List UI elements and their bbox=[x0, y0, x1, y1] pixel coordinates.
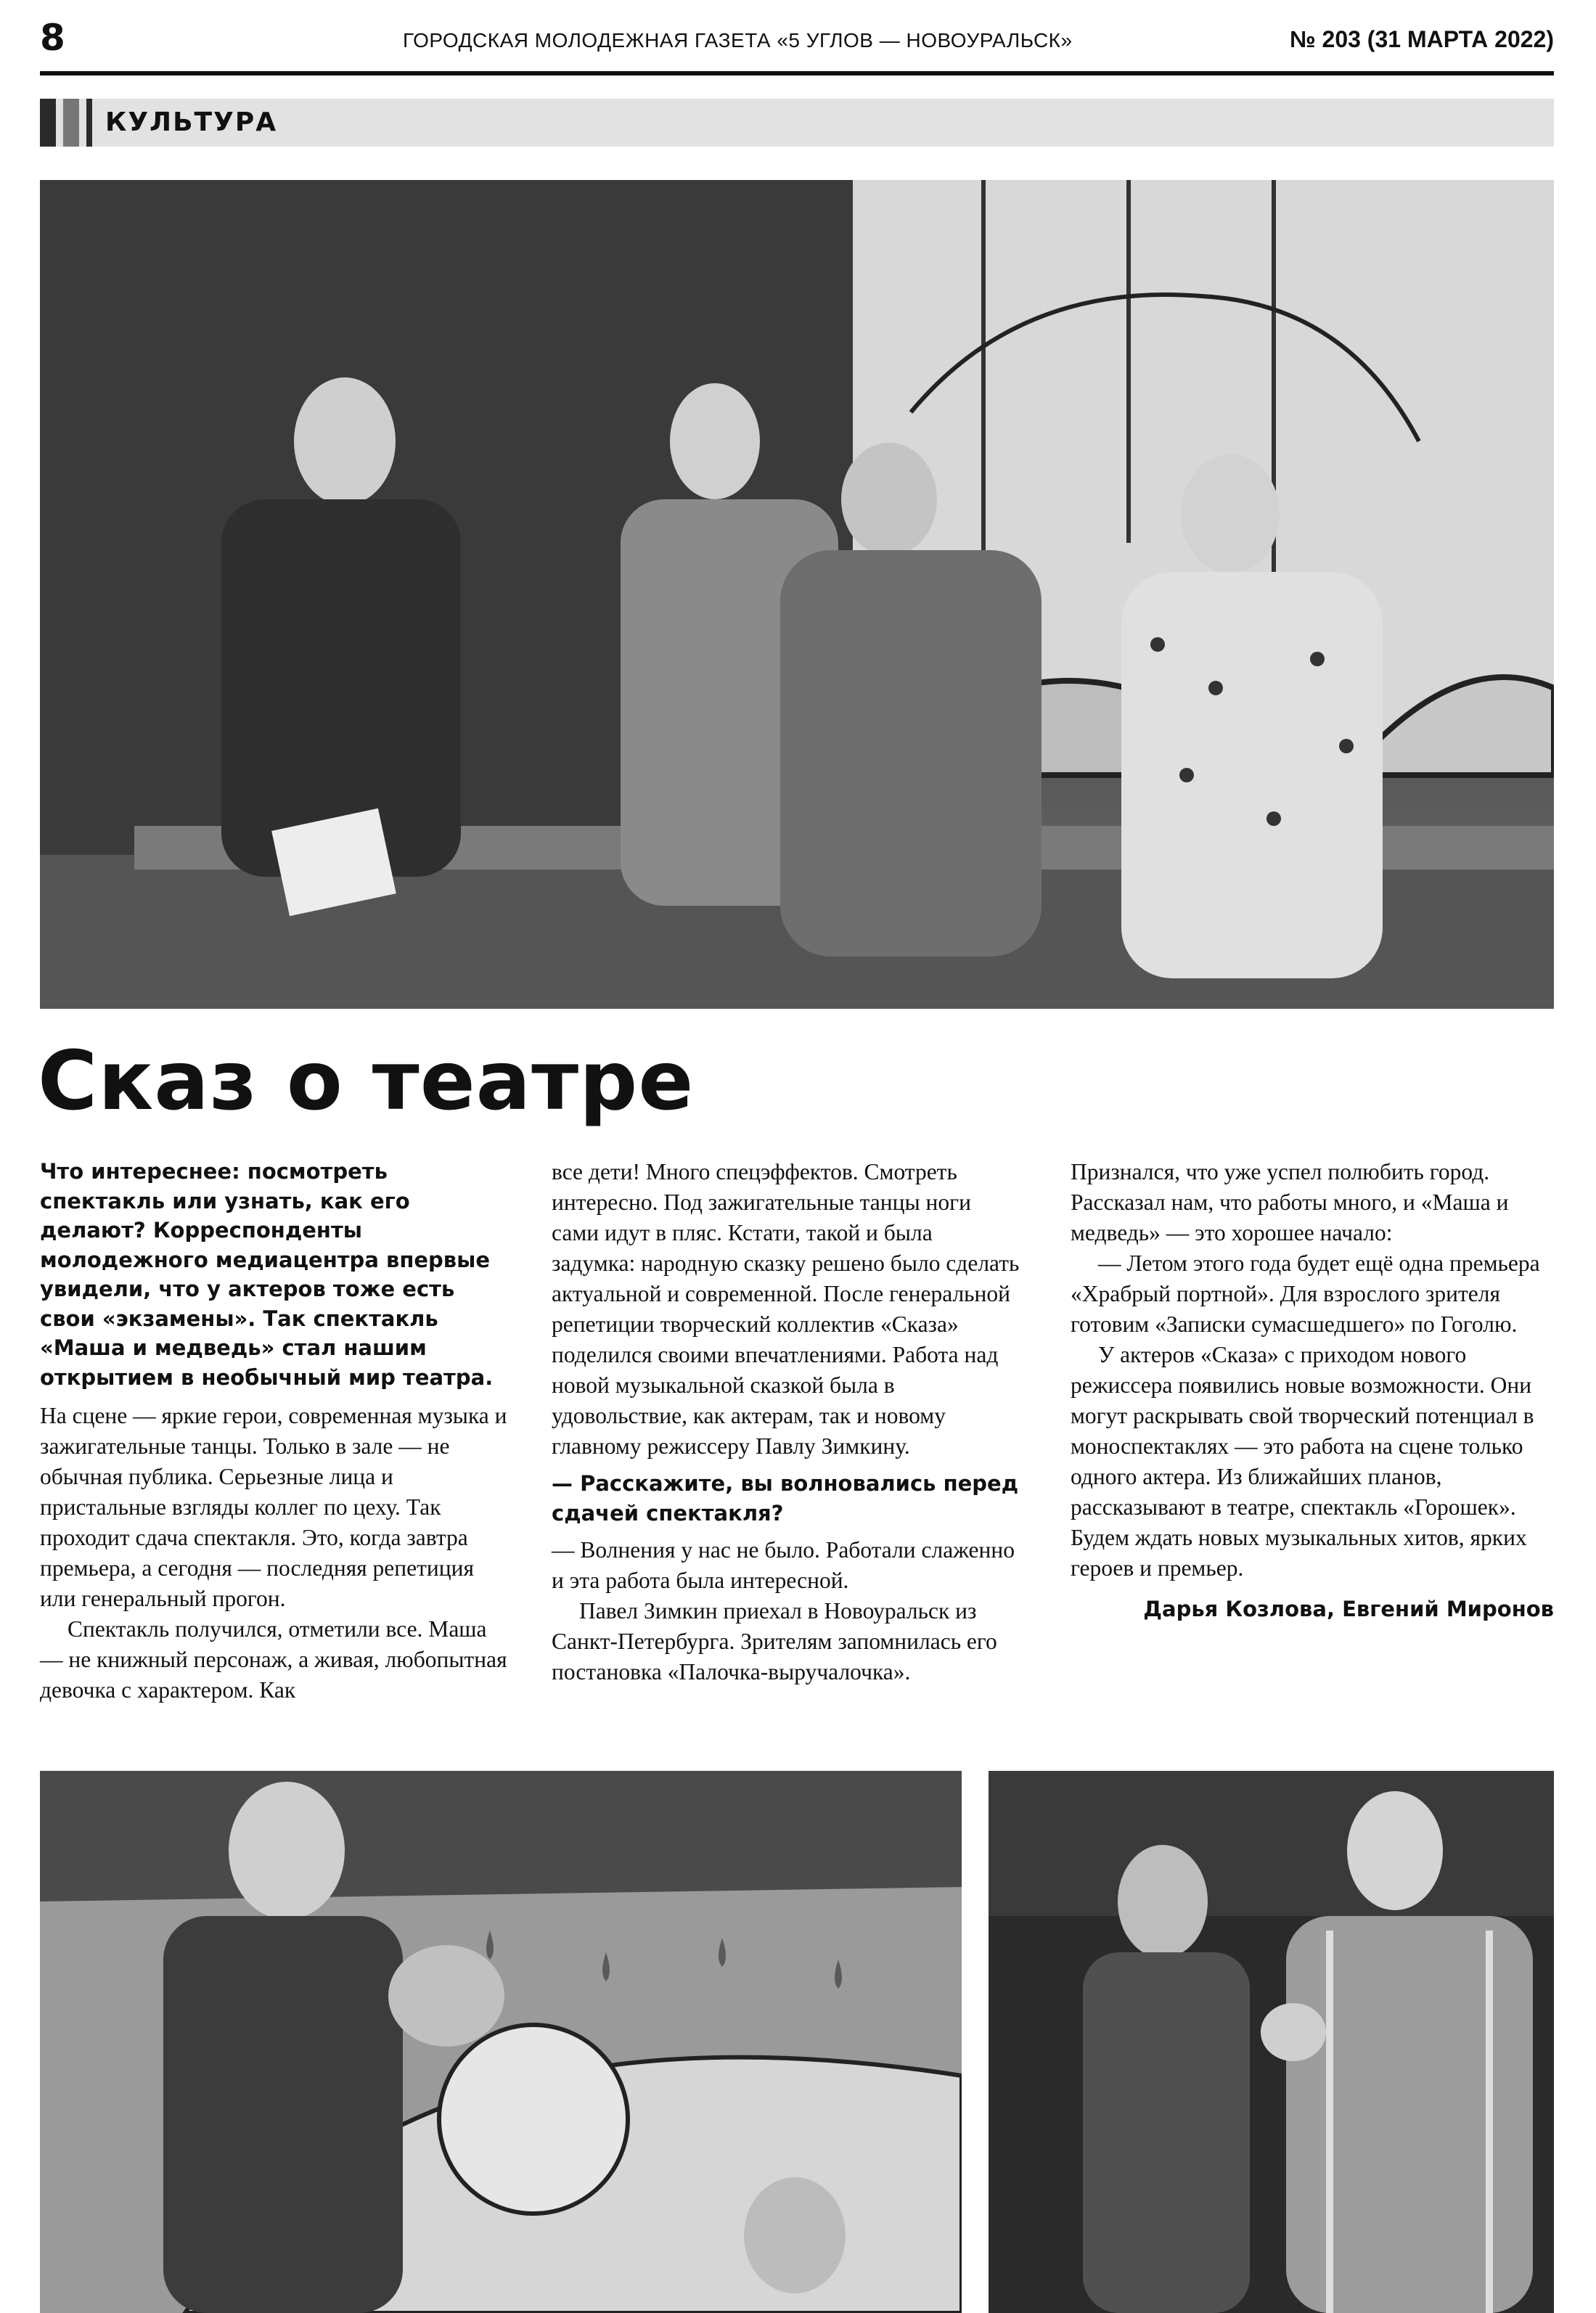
interview-question: — Расскажите, вы волновались перед сдачей спектакля? bbox=[552, 1471, 1019, 1526]
article-column-1 bbox=[40, 1157, 508, 1706]
paragraph: На сцене — яркие герои, современная музыка и зажигательные танцы. Только в зале — не обычная публика. Серьезные лица и пристальные взгляды коллег по цеху. Так проходит сдача спектакля. Это, когда завтра премьера, а сегодня — последняя репетиция или генеральный прогон. bbox=[40, 1403, 507, 1611]
rubric-mark bbox=[63, 99, 79, 147]
section-rubric-bar bbox=[40, 99, 1554, 147]
page-number: 8 bbox=[40, 17, 65, 59]
bottom-left-photo bbox=[40, 1771, 962, 2313]
paragraph: все дети! Много спецэффектов. Смотреть интересно. Под зажигательные танцы ноги сами идут в пляс. Кстати, такой и была задумка: народную сказку решено было сделать актуальной и современной. После генеральной репетиции творческий коллектив «Сказа» поделился своими впечатлениями. Работа над новой музыкальной сказкой была в удовольствие, как актерам, так и новому главному режиссеру Павлу Зимкину. bbox=[552, 1159, 1020, 1459]
header-rule bbox=[40, 71, 1554, 75]
paragraph: Спектакль получился, отметили все. Маша — не книжный персонаж, а живая, любопытная девочка с характером. Как bbox=[40, 1616, 507, 1703]
rubric-mark bbox=[86, 99, 92, 147]
article-headline: Сказ о театре bbox=[38, 1034, 695, 1129]
paragraph: Признался, что уже успел полюбить город. Рассказал нам, что работы много, и «Маша и медведь» — это хорошее начало: bbox=[1071, 1159, 1509, 1245]
puppet-performance-image bbox=[40, 1771, 962, 2313]
actors-on-stage-image bbox=[40, 180, 1554, 1009]
section-title: КУЛЬТУРА bbox=[105, 107, 278, 137]
paragraph: Павел Зимкин приехал в Новоуральск из Санкт-Петербурга. Зрителям запомнилась его постановка «Палочка-выручалочка». bbox=[552, 1598, 997, 1684]
newspaper-masthead: ГОРОДСКАЯ МОЛОДЕЖНАЯ ГАЗЕТА «5 УГЛОВ — НОВОУРАЛЬСК» bbox=[403, 29, 1073, 52]
paragraph: — Летом этого года будет ещё одна премьера «Храбрый портной». Для взрослого зрителя готовим «Записки сумасшедшего» по Гоголю. bbox=[1071, 1250, 1540, 1337]
main-photo bbox=[40, 180, 1554, 1009]
article-column-2 bbox=[552, 1157, 1020, 1687]
rubric-mark bbox=[40, 99, 56, 147]
bottom-right-photo bbox=[989, 1771, 1554, 2313]
paragraph: У актеров «Сказа» с приходом нового режиссера появились новые возможности. Они могут раскрывать свой творческий потенциал в моноспектаклях — это работа на сцене только одного актера. Из ближайших планов, рассказывают в театре, спектакль «Горошек». Будем ждать новых музыкальных хитов, ярких героев и премьер. bbox=[1071, 1342, 1534, 1581]
article-column-3 bbox=[1071, 1157, 1554, 1624]
article-lead: Что интереснее: посмотреть спектакль или узнать, как его делают? Корреспонденты молодежного медиацентра впервые увидели, что у актеров тоже есть свои «экзамены». Так спектакль «Маша и медведь» стал нашим открытием в необычный мир театра. bbox=[40, 1159, 494, 1390]
article-byline: Дарья Козлова, Евгений Миронов bbox=[1143, 1597, 1554, 1621]
paragraph: — Волнения у нас не было. Работали слаженно и эта работа была интересной. bbox=[552, 1537, 1015, 1593]
issue-number: № 203 (31 МАРТА 2022) bbox=[1289, 26, 1554, 52]
two-actors-image bbox=[989, 1771, 1554, 2313]
